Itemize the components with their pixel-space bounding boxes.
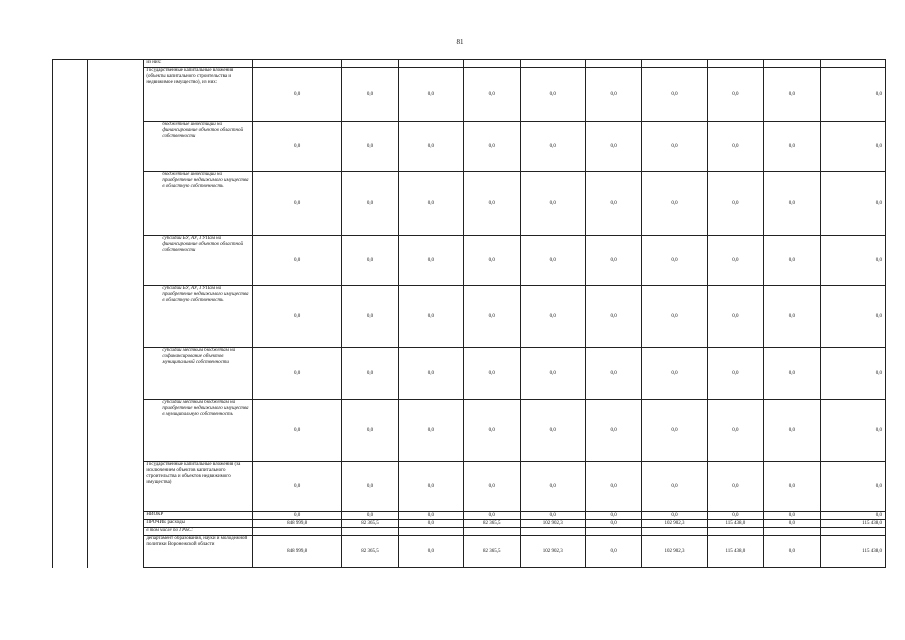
value-cell — [707, 60, 764, 68]
page-number: 81 — [456, 38, 464, 46]
value-cell: 82 365,5 — [464, 536, 521, 568]
value-cell: 0,0 — [342, 400, 399, 462]
value-cell: 0,0 — [707, 236, 764, 286]
value-cell: 102 902,3 — [520, 520, 585, 528]
value-cell: 0,0 — [642, 68, 707, 122]
value-cell — [642, 60, 707, 68]
value-cell: 0,0 — [342, 348, 399, 400]
value-cell: 0,0 — [253, 236, 342, 286]
value-cell: 0,0 — [764, 520, 821, 528]
value-cell — [398, 528, 463, 536]
blank-cell — [53, 400, 88, 462]
value-cell: 0,0 — [585, 68, 642, 122]
value-cell: 0,0 — [464, 348, 521, 400]
blank-cell — [87, 462, 144, 512]
table-row — [53, 286, 886, 348]
blank-cell — [87, 400, 144, 462]
value-cell: 102 902,3 — [642, 520, 707, 528]
value-cell — [398, 60, 463, 68]
value-cell: 0,0 — [820, 286, 885, 348]
value-cell: 0,0 — [342, 462, 399, 512]
value-cell: 0,0 — [585, 348, 642, 400]
table-row — [53, 172, 886, 236]
value-cell — [253, 528, 342, 536]
value-cell: 0,0 — [585, 512, 642, 520]
value-cell — [764, 528, 821, 536]
value-cell: 0,0 — [642, 462, 707, 512]
table-row — [53, 60, 886, 68]
value-cell: 0,0 — [253, 122, 342, 172]
table-row — [53, 512, 886, 520]
blank-cell — [53, 286, 88, 348]
table-row — [53, 68, 886, 122]
row-label: субсидии БУ, АУ, ГУПам на финансирование объектов областной собственности — [144, 236, 253, 286]
blank-cell — [53, 236, 88, 286]
blank-cell — [87, 286, 144, 348]
value-cell — [764, 60, 821, 68]
value-cell: 0,0 — [707, 172, 764, 236]
value-cell — [464, 528, 521, 536]
value-cell: 0,0 — [707, 512, 764, 520]
value-cell: 0,0 — [585, 400, 642, 462]
value-cell: 115 438,0 — [707, 520, 764, 528]
value-cell: 0,0 — [398, 400, 463, 462]
value-cell: 0,0 — [642, 348, 707, 400]
value-cell: 0,0 — [642, 122, 707, 172]
table-row — [53, 348, 886, 400]
table-row — [53, 520, 886, 528]
value-cell: 0,0 — [398, 236, 463, 286]
value-cell: 0,0 — [707, 286, 764, 348]
value-cell: 0,0 — [464, 286, 521, 348]
blank-cell — [87, 68, 144, 122]
value-cell: 0,0 — [464, 400, 521, 462]
value-cell: 0,0 — [398, 122, 463, 172]
value-cell: 0,0 — [764, 400, 821, 462]
row-label: в том числе по ГРБС: — [144, 528, 253, 536]
value-cell: 0,0 — [398, 172, 463, 236]
value-cell: 0,0 — [642, 236, 707, 286]
value-cell — [820, 60, 885, 68]
blank-cell — [53, 122, 88, 172]
row-label: субсидии местным бюджетам на приобретение недвижимого имущества в муниципальную собственность — [144, 400, 253, 462]
value-cell — [464, 60, 521, 68]
value-cell: 0,0 — [764, 68, 821, 122]
value-cell: 0,0 — [253, 172, 342, 236]
value-cell: 0,0 — [464, 68, 521, 122]
table-row — [53, 122, 886, 172]
value-cell — [342, 528, 399, 536]
blank-cell — [87, 236, 144, 286]
value-cell: 0,0 — [520, 68, 585, 122]
row-label: субсидии местным бюджетам на софинансирование объектов муниципальной собственности — [144, 348, 253, 400]
value-cell: 0,0 — [342, 68, 399, 122]
value-cell: 0,0 — [464, 462, 521, 512]
row-label: из них: — [144, 60, 253, 68]
blank-cell — [53, 536, 88, 568]
value-cell: 0,0 — [253, 286, 342, 348]
value-cell: 115 438,0 — [820, 520, 885, 528]
value-cell: 0,0 — [764, 536, 821, 568]
value-cell: 0,0 — [764, 122, 821, 172]
blank-cell — [53, 172, 88, 236]
value-cell: 0,0 — [764, 172, 821, 236]
table-row — [53, 462, 886, 512]
value-cell: 0,0 — [520, 462, 585, 512]
table-body — [53, 60, 886, 568]
value-cell: 0,0 — [642, 512, 707, 520]
value-cell: 0,0 — [342, 512, 399, 520]
value-cell: 0,0 — [398, 512, 463, 520]
value-cell: 82 365,5 — [464, 520, 521, 528]
value-cell: 0,0 — [764, 236, 821, 286]
value-cell: 0,0 — [642, 400, 707, 462]
row-label: НИОКР — [144, 512, 253, 520]
blank-cell — [53, 60, 88, 68]
value-cell: 0,0 — [342, 286, 399, 348]
value-cell: 82 365,5 — [342, 520, 399, 528]
value-cell: 0,0 — [398, 68, 463, 122]
value-cell: 0,0 — [253, 462, 342, 512]
value-cell: 0,0 — [398, 520, 463, 528]
value-cell: 115 438,0 — [820, 536, 885, 568]
value-cell: 0,0 — [820, 236, 885, 286]
value-cell: 82 365,5 — [342, 536, 399, 568]
blank-cell — [87, 520, 144, 528]
value-cell: 0,0 — [820, 172, 885, 236]
value-cell: 0,0 — [398, 348, 463, 400]
value-cell: 0,0 — [585, 536, 642, 568]
value-cell — [585, 60, 642, 68]
blank-cell — [53, 520, 88, 528]
value-cell: 0,0 — [707, 462, 764, 512]
blank-cell — [87, 536, 144, 568]
value-cell: 0,0 — [520, 348, 585, 400]
value-cell — [642, 528, 707, 536]
value-cell: 115 438,0 — [707, 536, 764, 568]
value-cell: 0,0 — [398, 536, 463, 568]
value-cell: 0,0 — [764, 462, 821, 512]
value-cell: 0,0 — [342, 122, 399, 172]
value-cell — [342, 60, 399, 68]
value-cell: 0,0 — [464, 172, 521, 236]
value-cell: 0,0 — [342, 172, 399, 236]
row-label: Государственные капитальные вложения (объекты капитального строительства и недвижимое имущество), из них: — [144, 68, 253, 122]
value-cell: 0,0 — [642, 172, 707, 236]
value-cell: 0,0 — [585, 520, 642, 528]
value-cell: 0,0 — [398, 462, 463, 512]
value-cell: 0,0 — [820, 462, 885, 512]
value-cell: 0,0 — [707, 400, 764, 462]
blank-cell — [53, 462, 88, 512]
value-cell: 0,0 — [585, 122, 642, 172]
value-cell: 0,0 — [820, 400, 885, 462]
blank-cell — [53, 512, 88, 520]
value-cell: 0,0 — [520, 512, 585, 520]
row-label: бюджетные инвестиции на финансирование объектов областной собственности — [144, 122, 253, 172]
blank-cell — [53, 68, 88, 122]
value-cell — [520, 60, 585, 68]
value-cell: 0,0 — [820, 512, 885, 520]
value-cell: 0,0 — [820, 348, 885, 400]
value-cell: 102 902,3 — [520, 536, 585, 568]
value-cell: 0,0 — [520, 236, 585, 286]
row-label: Государственные капитальные вложения (за исключением объектов капитального строительства и объектов недвижимого имущества) — [144, 462, 253, 512]
value-cell: 0,0 — [642, 286, 707, 348]
table-row — [53, 400, 886, 462]
value-cell: 0,0 — [464, 236, 521, 286]
table-row — [53, 236, 886, 286]
value-cell — [707, 528, 764, 536]
value-cell — [820, 528, 885, 536]
value-cell: 0,0 — [342, 236, 399, 286]
value-cell: 0,0 — [520, 400, 585, 462]
blank-cell — [53, 528, 88, 536]
blank-cell — [87, 172, 144, 236]
value-cell: 0,0 — [764, 286, 821, 348]
blank-cell — [87, 60, 144, 68]
blank-cell — [87, 512, 144, 520]
table-row — [53, 528, 886, 536]
table-row — [53, 536, 886, 568]
expenditure-table — [52, 59, 886, 568]
value-cell: 0,0 — [820, 68, 885, 122]
value-cell: 0,0 — [707, 68, 764, 122]
value-cell: 0,0 — [764, 348, 821, 400]
blank-cell — [87, 122, 144, 172]
row-label: субсидии БУ, АУ, ГУПам на приобретение недвижимого имущества в областную собственность — [144, 286, 253, 348]
value-cell: 848 999,8 — [253, 536, 342, 568]
value-cell: 0,0 — [253, 400, 342, 462]
value-cell: 0,0 — [764, 512, 821, 520]
blank-cell — [87, 528, 144, 536]
value-cell: 0,0 — [253, 512, 342, 520]
value-cell: 0,0 — [585, 462, 642, 512]
value-cell: 0,0 — [520, 122, 585, 172]
value-cell: 0,0 — [585, 172, 642, 236]
value-cell — [253, 60, 342, 68]
value-cell: 0,0 — [464, 512, 521, 520]
value-cell: 0,0 — [585, 236, 642, 286]
value-cell: 0,0 — [707, 348, 764, 400]
blank-cell — [53, 348, 88, 400]
value-cell — [520, 528, 585, 536]
value-cell — [585, 528, 642, 536]
value-cell: 0,0 — [707, 122, 764, 172]
value-cell: 0,0 — [520, 172, 585, 236]
blank-cell — [87, 348, 144, 400]
row-label: департамент образования, науки и молодежной политики Воронежской области — [144, 536, 253, 568]
value-cell: 0,0 — [398, 286, 463, 348]
value-cell: 102 902,3 — [642, 536, 707, 568]
row-label: ПРОЧИЕ расходы — [144, 520, 253, 528]
value-cell: 0,0 — [253, 348, 342, 400]
row-label: бюджетные инвестиции на приобретение недвижимого имущества в областную собственность — [144, 172, 253, 236]
value-cell: 0,0 — [520, 286, 585, 348]
value-cell: 0,0 — [585, 286, 642, 348]
value-cell: 0,0 — [253, 68, 342, 122]
value-cell: 848 999,8 — [253, 520, 342, 528]
value-cell: 0,0 — [464, 122, 521, 172]
value-cell: 0,0 — [820, 122, 885, 172]
